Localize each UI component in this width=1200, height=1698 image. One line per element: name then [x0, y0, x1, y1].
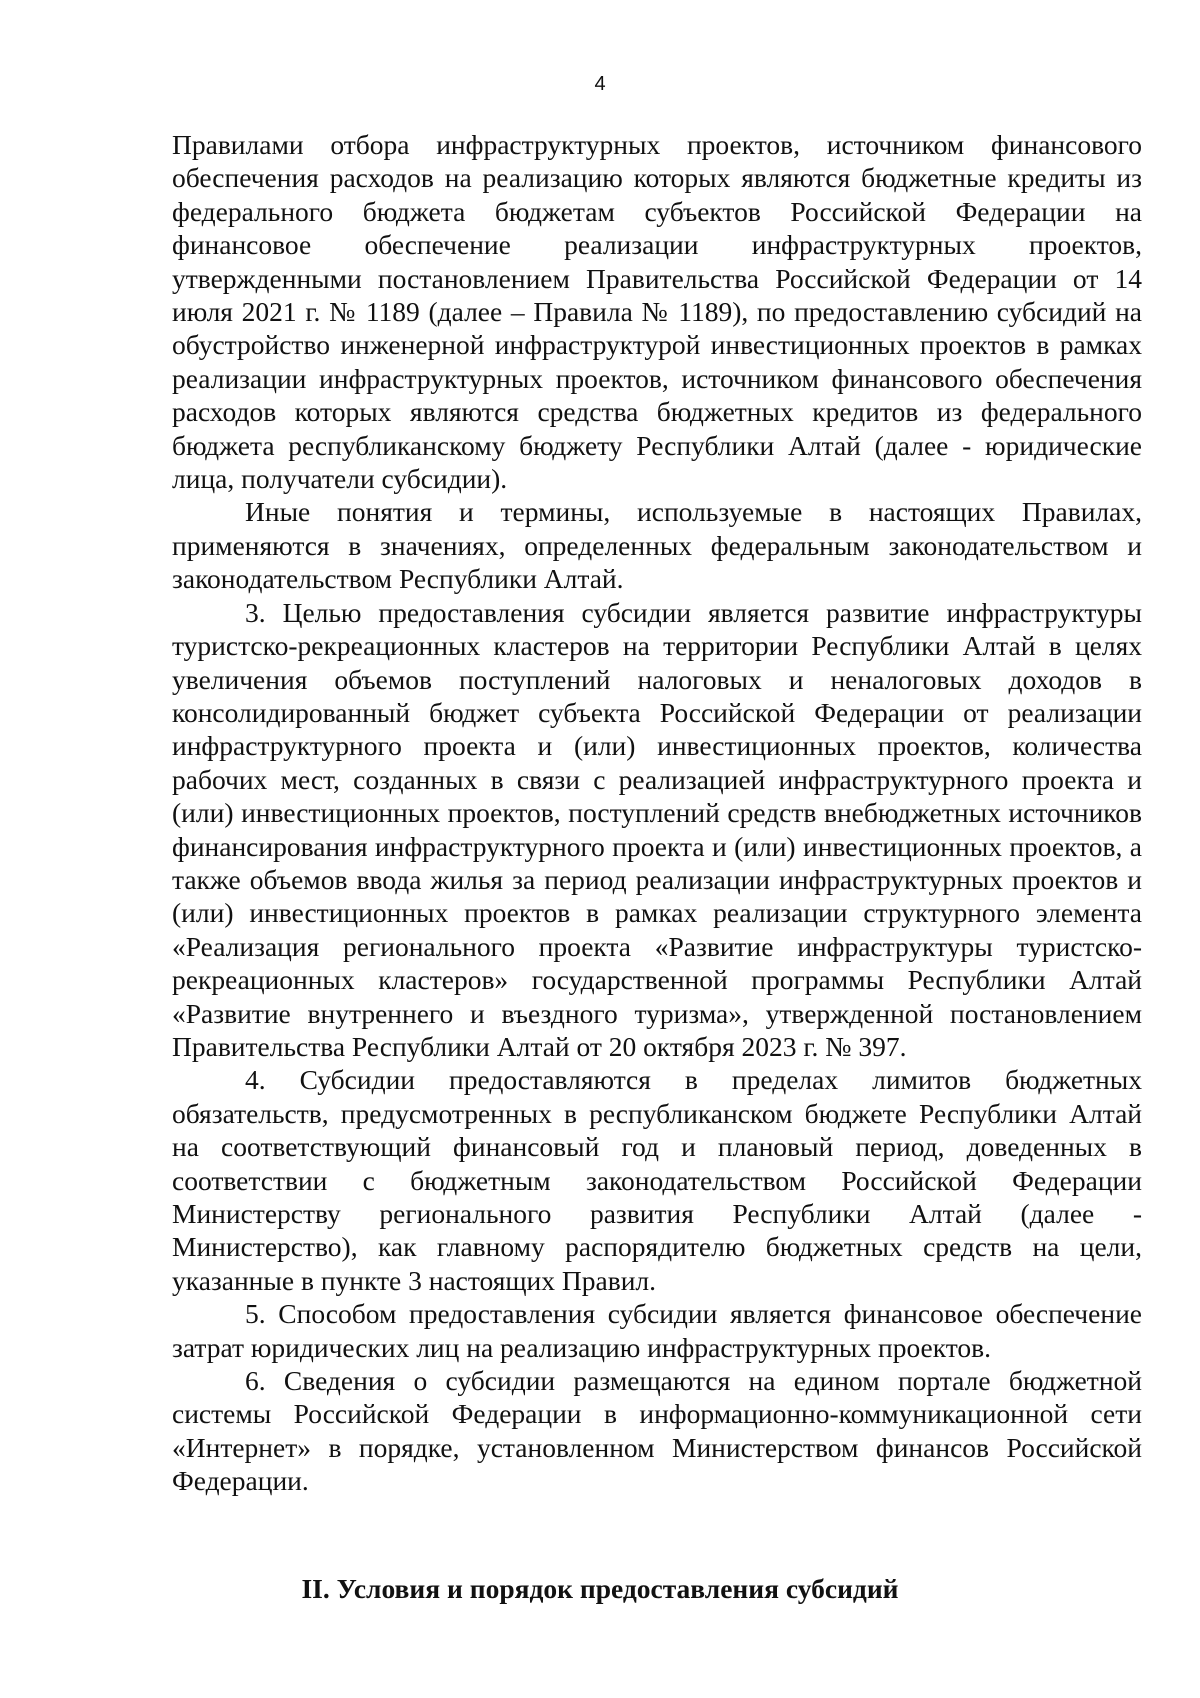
paragraph-item-3: 3. Целью предоставления субсидии является развитие инфраструктуры туристско-рекреационных кластеров на территории Республики Алтай в целях увеличения объемов поступлений налоговых и неналоговых доходов в консолидированный бюджет субъекта Российской Федерации от реализации инфраструктурного проекта и (или) инвестиционных проектов, количества рабочих мест, созданных в связи с реализацией инфраструктурного проекта и (или) инвестиционных проектов, поступлений средств внебюджетных источников финансирования инфраструктурного проекта и (или) инвестиционных проектов, а также объемов ввода жилья за период реализации инфраструктурных проектов и (или) инвестиционных проектов в рамках реализации структурного элемента «Реализация регионального проекта «Развитие инфраструктуры туристско-рекреационных кластеров» государственной программы Республики Алтай «Развитие внутреннего и въездного туризма», утвержденной постановлением Правительства Республики Алтай от 20 октября 2023 г. № 397.	[172, 596, 1142, 1062]
paragraph-item-5: 5. Способом предоставления субсидии является финансовое обеспечение затрат юридических лиц на реализацию инфраструктурных проектов.	[172, 1298, 1142, 1363]
paragraph-continuation: Правилами отбора инфраструктурных проектов, источником финансового обеспечения расходов на реализацию которых являются бюджетные кредиты из федерального бюджета бюджетам субъектов Российской Федерации на финансовое обеспечение реализации инфраструктурных проектов, утвержденными постановлением Правительства Российской Федерации от 14 июля 2021 г. № 1189 (далее – Правила № 1189), по предоставлению субсидий на обустройство инженерной инфраструктурой инвестиционных проектов в рамках реализации инфраструктурных проектов, источником финансового обеспечения расходов которых являются средства бюджетных кредитов из федерального бюджета республиканскому бюджету Республики Алтай (далее - юридические лица, получатели субсидии).	[172, 129, 1142, 495]
section-heading: II. Условия и порядок предоставления субсидий	[301, 1573, 899, 1604]
paragraph-item-4: 4. Субсидии предоставляются в пределах лимитов бюджетных обязательств, предусмотренных в республиканском бюджете Республики Алтай на соответствующий финансовый год и плановый период, доведенных в соответствии с бюджетным законодательством Российской Федерации Министерству регионального развития Республики Алтай (далее - Министерство), как главному распорядителю бюджетных средств на цели, указанные в пункте 3 настоящих Правил.	[172, 1064, 1142, 1296]
paragraph-item-6: 6. Сведения о субсидии размещаются на едином портале бюджетной системы Российской Федерации в информационно-коммуникационной сети «Интернет» в порядке, установленном Министерством финансов Российской Федерации.	[172, 1365, 1142, 1497]
document-body	[172, 128, 1142, 1498]
page-number: 4	[594, 73, 606, 95]
paragraph-other-terms: Иные понятия и термины, используемые в настоящих Правилах, применяются в значениях, определенных федеральным законодательством и законодательством Республики Алтай.	[172, 496, 1142, 595]
